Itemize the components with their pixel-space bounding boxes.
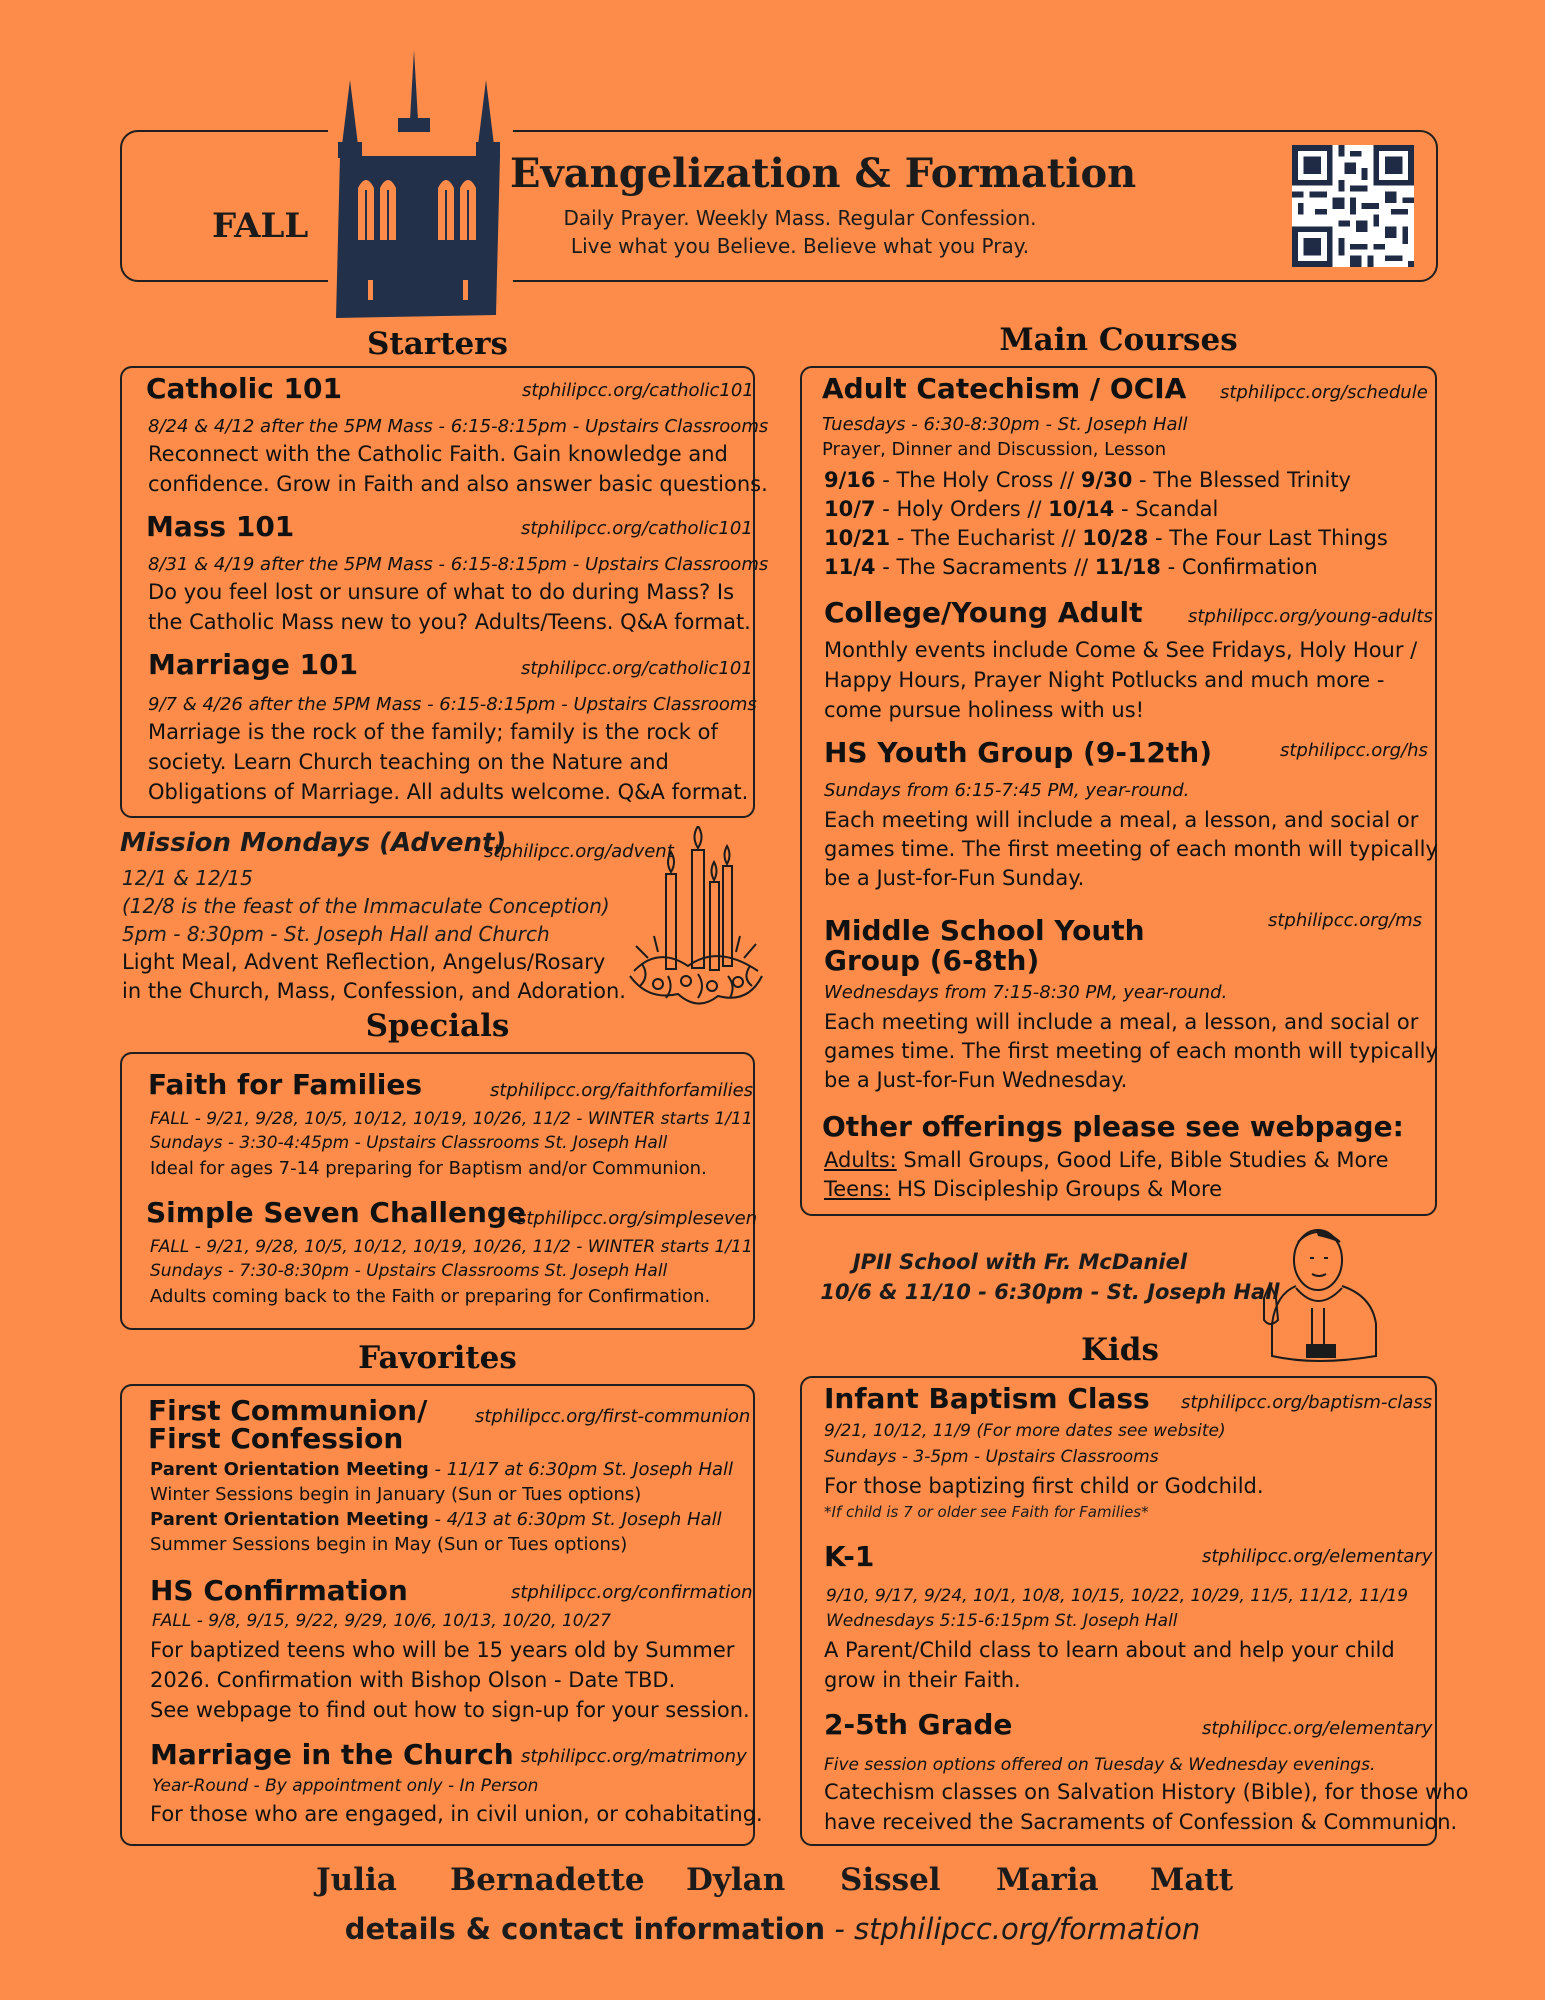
ocia-topics-4 [824,553,1318,582]
staff-name-sissel: Sissel [840,1862,941,1898]
desc-college-l1: Monthly events include Come & See Fridays, Holy Hour / [824,638,1418,662]
url-simple-seven[interactable]: stphilipcc.org/simpleseven [517,1208,758,1229]
desc-catholic-101-l1: Reconnect with the Catholic Faith. Gain knowledge and [148,442,728,466]
desc-catholic-101-l2: confidence. Grow in Faith and also answer basic questions. [148,472,768,496]
adults-label: Adults: [824,1148,897,1172]
parent-orientation-date-2: - 4/13 at 6:30pm St. Joseph Hall [428,1509,722,1530]
course-title-ms-youth-l2: Group (6-8th) [824,944,1040,977]
ocia-topic-5: - The Eucharist // [890,526,1083,550]
desc-2-5-grade-l2: have received the Sacraments of Confession & Communion. [824,1810,1458,1834]
desc-ms-youth-l1: Each meeting will include a meal, a lesson, and social or [824,1010,1419,1034]
section-title-specials: Specials [365,1008,510,1044]
desc-mass-101-l2: the Catholic Mass new to you? Adults/Teens. Q&A format. [148,610,751,634]
staff-name-maria: Maria [996,1862,1099,1898]
church-tower-icon [328,50,513,322]
ocia-date-5: 10/21 [824,526,891,550]
url-elementary-2-5[interactable]: stphilipcc.org/elementary [1202,1718,1433,1739]
course-title-ms-youth-l1: Middle School Youth [824,914,1145,947]
url-hs[interactable]: stphilipcc.org/hs [1280,740,1428,761]
course-title-infant-baptism: Infant Baptism Class [824,1382,1150,1415]
ocia-date-7: 11/4 [824,555,876,579]
teens-offerings: HS Discipleship Groups & More [890,1177,1223,1201]
course-title-k1: K-1 [824,1540,875,1573]
ocia-topics-1 [824,466,1351,495]
schedule-k1-time: Wednesdays 5:15-6:15pm St. Joseph Hall [826,1611,1178,1631]
url-elementary-k1[interactable]: stphilipcc.org/elementary [1202,1546,1433,1567]
schedule-baptism-time: Sundays - 3-5pm - Upstairs Classrooms [824,1447,1159,1467]
mission-feast-note: (12/8 is the feast of the Immaculate Conception) [122,894,610,918]
ocia-date-3: 10/7 [824,497,876,521]
page-title: Evangelization & Formation [510,150,1137,197]
parent-orientation-1 [150,1458,733,1482]
staff-name-dylan: Dylan [686,1862,786,1898]
parent-orientation-label-1: Parent Orientation Meeting [150,1459,429,1480]
desc-hs-youth-l3: be a Just-for-Fun Sunday. [824,866,1085,890]
url-first-communion[interactable]: stphilipcc.org/first-communion [475,1406,751,1427]
mission-desc-l2: in the Church, Mass, Confession, and Adoration. [122,979,626,1003]
desc-faith-for-families: Ideal for ages 7-14 preparing for Baptism and/or Communion. [150,1158,707,1179]
ocia-date-1: 9/16 [824,468,876,492]
url-advent[interactable]: stphilipcc.org/advent [484,841,674,862]
qr-code[interactable] [1292,144,1414,268]
url-confirmation[interactable]: stphilipcc.org/confirmation [511,1582,753,1603]
ocia-date-4: 10/14 [1048,497,1115,521]
ocia-topic-2: - The Blessed Trinity [1132,468,1351,492]
summer-sessions: Summer Sessions begin in May (Sun or Tues options) [150,1534,628,1555]
other-offerings-adults [824,1146,1389,1175]
footer-contact [0,1912,1545,1946]
staff-name-matt: Matt [1150,1862,1234,1898]
ocia-topic-3: - Holy Orders // [875,497,1049,521]
url-catholic-101[interactable]: stphilipcc.org/catholic101 [522,380,754,401]
ocia-topic-4: - Scandal [1114,497,1219,521]
course-title-hs-confirmation: HS Confirmation [150,1574,408,1607]
ocia-topic-1: - The Holy Cross // [875,468,1081,492]
desc-hs-confirmation-l3: See webpage to find out how to sign-up for your session. [150,1698,750,1722]
pope-illustration-icon [1256,1224,1390,1364]
desc-simple-seven: Adults coming back to the Faith or preparing for Confirmation. [150,1286,711,1307]
section-title-favorites: Favorites [358,1340,517,1376]
desc-hs-confirmation-l1: For baptized teens who will be 15 years old by Summer [150,1638,735,1662]
desc-k1-l1: A Parent/Child class to learn about and help your child [824,1638,1395,1662]
mission-desc-l1: Light Meal, Advent Reflection, Angelus/Rosary [122,950,606,974]
footer-contact-label: details & contact information [344,1912,826,1946]
schedule-simple-seven-dates: FALL - 9/21, 9/28, 10/5, 10/12, 10/19, 10/26, 11/2 - WINTER starts 1/11 [150,1237,753,1257]
schedule-baptism-dates: 9/21, 10/12, 11/9 (For more dates see website) [824,1421,1226,1441]
desc-hs-confirmation-l2: 2026. Confirmation with Bishop Olson - Date TBD. [150,1668,676,1692]
desc-2-5-grade-l1: Catechism classes on Salvation History (Bible), for those who [824,1780,1469,1804]
desc-infant-baptism: For those baptizing first child or Godchild. [824,1474,1264,1498]
schedule-faith-for-families-dates: FALL - 9/21, 9/28, 10/5, 10/12, 10/19, 10/26, 11/2 - WINTER starts 1/11 [150,1109,753,1129]
course-title-ocia: Adult Catechism / OCIA [822,372,1187,405]
schedule-hs-youth: Sundays from 6:15-7:45 PM, year-round. [824,780,1190,801]
url-matrimony[interactable]: stphilipcc.org/matrimony [521,1746,747,1767]
course-title-first-communion-l1: First Communion/ [148,1394,428,1427]
desc-marriage-101-l2: society. Learn Church teaching on the Nature and [148,750,669,774]
desc-college-l3: come pursue holiness with us! [824,698,1145,722]
footer-contact-url[interactable]: - stphilipcc.org/formation [825,1912,1201,1946]
desc-marriage-101-l1: Marriage is the rock of the family; family is the rock of [148,720,718,744]
url-ms[interactable]: stphilipcc.org/ms [1268,910,1423,931]
course-title-simple-seven: Simple Seven Challenge [146,1196,526,1229]
teens-label: Teens: [824,1177,891,1201]
desc-mass-101-l1: Do you feel lost or unsure of what to do during Mass? Is [148,580,735,604]
schedule-faith-for-families-time: Sundays - 3:30-4:45pm - Upstairs Classrooms St. Joseph Hall [150,1133,668,1153]
ocia-topics-3 [824,524,1388,553]
schedule-k1-dates: 9/10, 9/17, 9/24, 10/1, 10/8, 10/15, 10/22, 10/29, 11/5, 11/12, 11/19 [826,1586,1409,1606]
advent-wreath-icon [628,826,764,1012]
section-title-kids: Kids [1081,1332,1159,1368]
course-title-2-5-grade: 2-5th Grade [824,1708,1013,1741]
url-marriage-101[interactable]: stphilipcc.org/catholic101 [521,658,753,679]
parent-orientation-2 [150,1508,722,1532]
schedule-mass-101: 8/31 & 4/19 after the 5PM Mass - 6:15-8:15pm - Upstairs Classrooms [148,554,769,575]
course-title-hs-youth: HS Youth Group (9-12th) [824,736,1213,769]
section-title-main-courses: Main Courses [999,322,1238,358]
course-title-college: College/Young Adult [824,596,1143,629]
mission-time: 5pm - 8:30pm - St. Joseph Hall and Church [122,922,550,946]
season-label: FALL [212,206,309,246]
url-mass-101[interactable]: stphilipcc.org/catholic101 [521,518,753,539]
staff-name-bernadette: Bernadette [450,1862,645,1898]
desc-marriage-church: For those who are engaged, in civil union, or cohabitating. [150,1802,763,1826]
url-ocia[interactable]: stphilipcc.org/schedule [1220,382,1428,403]
url-baptism-class[interactable]: stphilipcc.org/baptism-class [1181,1392,1433,1413]
note-infant-baptism: *If child is 7 or older see Faith for Families* [824,1503,1149,1521]
adults-offerings: Small Groups, Good Life, Bible Studies & More [896,1148,1389,1172]
parent-orientation-label-2: Parent Orientation Meeting [150,1509,429,1530]
course-title-marriage-church: Marriage in the Church [150,1738,514,1771]
course-title-catholic-101: Catholic 101 [146,372,342,405]
ocia-topic-7: - The Sacraments // [875,555,1095,579]
course-title-faith-for-families: Faith for Families [148,1068,423,1101]
url-faith-for-families[interactable]: stphilipcc.org/faithforfamilies [490,1080,754,1101]
ocia-topics-2 [824,495,1218,524]
ocia-date-6: 10/28 [1082,526,1149,550]
parent-orientation-date-1: - 11/17 at 6:30pm St. Joseph Hall [428,1459,734,1480]
other-offerings-teens [824,1175,1222,1204]
desc-hs-youth-l2: games time. The first meeting of each month will typically [824,837,1438,861]
desc-marriage-101-l3: Obligations of Marriage. All adults welcome. Q&A format. [148,780,749,804]
url-young-adults[interactable]: stphilipcc.org/young-adults [1188,606,1433,627]
schedule-marriage-101: 9/7 & 4/26 after the 5PM Mass - 6:15-8:15pm - Upstairs Classrooms [148,694,757,715]
schedule-ms-youth: Wednesdays from 7:15-8:30 PM, year-round. [824,982,1228,1003]
section-title-starters: Starters [367,326,508,362]
staff-name-julia: Julia [316,1862,397,1898]
schedule-catholic-101: 8/24 & 4/12 after the 5PM Mass - 6:15-8:15pm - Upstairs Classrooms [148,416,769,437]
desc-hs-youth-l1: Each meeting will include a meal, a lesson, and social or [824,808,1419,832]
ocia-topic-6: - The Four Last Things [1148,526,1388,550]
desc-k1-l2: grow in their Faith. [824,1668,1021,1692]
jpii-title: JPII School with Fr. McDaniel [852,1250,1188,1274]
course-title-first-communion-l2: First Confession [148,1422,404,1455]
schedule-hs-confirmation: FALL - 9/8, 9/15, 9/22, 9/29, 10/6, 10/13, 10/20, 10/27 [152,1611,611,1631]
ocia-date-8: 11/18 [1094,555,1161,579]
other-offerings-title: Other offerings please see webpage: [822,1110,1404,1143]
desc-ms-youth-l2: games time. The first meeting of each month will typically [824,1039,1438,1063]
desc-ms-youth-l3: be a Just-for-Fun Wednesday. [824,1068,1128,1092]
format-ocia: Prayer, Dinner and Discussion, Lesson [822,439,1167,460]
tagline-line-1: Daily Prayer. Weekly Mass. Regular Confession. [563,206,1037,230]
schedule-ocia: Tuesdays - 6:30-8:30pm - St. Joseph Hall [822,414,1188,435]
course-title-marriage-101: Marriage 101 [148,648,359,681]
schedule-marriage-church: Year-Round - By appointment only - In Person [152,1776,539,1796]
ocia-date-2: 9/30 [1080,468,1133,492]
mission-dates: 12/1 & 12/15 [122,866,253,890]
jpii-schedule: 10/6 & 11/10 - 6:30pm - St. Joseph Hall [820,1280,1280,1304]
ocia-topic-8: - Confirmation [1160,555,1318,579]
desc-college-l2: Happy Hours, Prayer Night Potlucks and much more - [824,668,1385,692]
mission-mondays-title: Mission Mondays (Advent) [120,828,507,858]
course-title-mass-101: Mass 101 [146,510,295,543]
winter-sessions: Winter Sessions begin in January (Sun or Tues options) [150,1484,642,1505]
schedule-simple-seven-time: Sundays - 7:30-8:30pm - Upstairs Classrooms St. Joseph Hall [150,1261,668,1281]
schedule-2-5-grade: Five session options offered on Tuesday & Wednesday evenings. [824,1755,1376,1775]
tagline-line-2: Live what you Believe. Believe what you Pray. [570,234,1030,258]
